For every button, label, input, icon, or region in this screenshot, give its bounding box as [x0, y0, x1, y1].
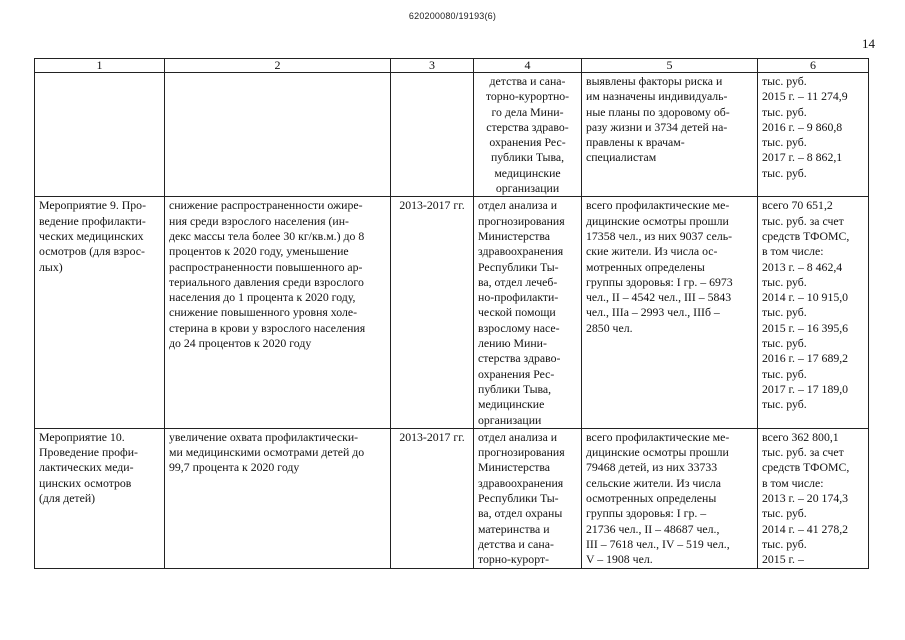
table-row	[35, 428, 869, 568]
column-number: 2	[165, 59, 391, 73]
outcome-cell: всего профилактические ме- дицинские осмотры прошли 17358 чел., из них 9037 сель- ские жители. Из числа ос- мотренных определены группы здоровья: I гр. – 6973 чел., II – 4542 чел., III – 5843 чел., IIIа – 2993 чел., IIIб – 2850 чел.	[582, 197, 758, 428]
column-number: 1	[35, 59, 165, 73]
table-row	[35, 73, 869, 197]
outcome-cell: выявлены факторы риска и им назначены индивидуаль- ные планы по здоровому об- разу жизни и 3734 детей на- правлены к врачам- специалистам	[582, 73, 758, 197]
expected-result-cell	[165, 73, 391, 197]
column-number: 4	[474, 59, 582, 73]
activity-name-cell: Мероприятие 9. Про- ведение профилакти- ческих медицинских осмотров (для взрос- лых)	[35, 197, 165, 428]
activity-name-cell	[35, 73, 165, 197]
column-number-row	[35, 59, 869, 73]
column-number: 5	[582, 59, 758, 73]
column-number: 3	[391, 59, 474, 73]
document-id: 620200080/19193(6)	[408, 11, 497, 21]
responsible-cell: детства и сана- торно-курортно- го дела Мини- стерства здраво- охранения Рес- публики Тыва, медицинские организации	[474, 73, 582, 197]
funding-cell: всего 70 651,2 тыс. руб. за счет средств ТФОМС, в том числе: 2013 г. – 8 462,4 тыс. руб. 2014 г. – 10 915,0 тыс. руб. 2015 г. – 16 395,6 тыс. руб. 2016 г. – 17 689,2 тыс. руб. 2017 г. – 17 189,0 тыс. руб.	[758, 197, 869, 428]
page-number: 14	[862, 36, 875, 51]
period-cell: 2013-2017 гг.	[391, 197, 474, 428]
program-table	[34, 58, 869, 569]
expected-result-cell: снижение распространенности ожире- ния среди взрослого населения (ин- декс массы тела более 30 кг/кв.м.) до 8 процентов к 2020 году, уменьшение распространенности повышенного ар- териального давления среди взрослого населения до 1 процента к 2020 году, снижение повышенного уровня холе- стерина в крови у взрослого населения до 24 процентов к 2020 году	[165, 197, 391, 428]
period-cell	[391, 73, 474, 197]
column-number: 6	[758, 59, 869, 73]
funding-cell: всего 362 800,1 тыс. руб. за счет средств ТФОМС, в том числе: 2013 г. – 20 174,3 тыс. руб. 2014 г. – 41 278,2 тыс. руб. 2015 г. –	[758, 428, 869, 568]
responsible-cell: отдел анализа и прогнозирования Министерства здравоохранения Республики Ты- ва, отдел охраны материнства и детства и сана- торно-курорт-	[474, 428, 582, 568]
outcome-cell: всего профилактические ме- дицинские осмотры прошли 79468 детей, из них 33733 сельские жители. Из числа осмотренных определены группы здоровья: I гр. – 21736 чел., II – 48687 чел., III – 7618 чел., IV – 519 чел., V – 1908 чел.	[582, 428, 758, 568]
funding-cell: тыс. руб. 2015 г. – 11 274,9 тыс. руб. 2016 г. – 9 860,8 тыс. руб. 2017 г. – 8 862,1 тыс. руб.	[758, 73, 869, 197]
responsible-cell: отдел анализа и прогнозирования Министерства здравоохранения Республики Ты- ва, отдел лечеб- но-профилакти- ческой помощи взрослому насе- лению Мини- стерства здраво- охранения Рес- публики Тыва, медицинские организации	[474, 197, 582, 428]
table-row	[35, 197, 869, 428]
expected-result-cell: увеличение охвата профилактически- ми медицинскими осмотрами детей до 99,7 процента к 2020 году	[165, 428, 391, 568]
activity-name-cell: Мероприятие 10. Проведение профи- лактических меди- цинских осмотров (для детей)	[35, 428, 165, 568]
period-cell: 2013-2017 гг.	[391, 428, 474, 568]
